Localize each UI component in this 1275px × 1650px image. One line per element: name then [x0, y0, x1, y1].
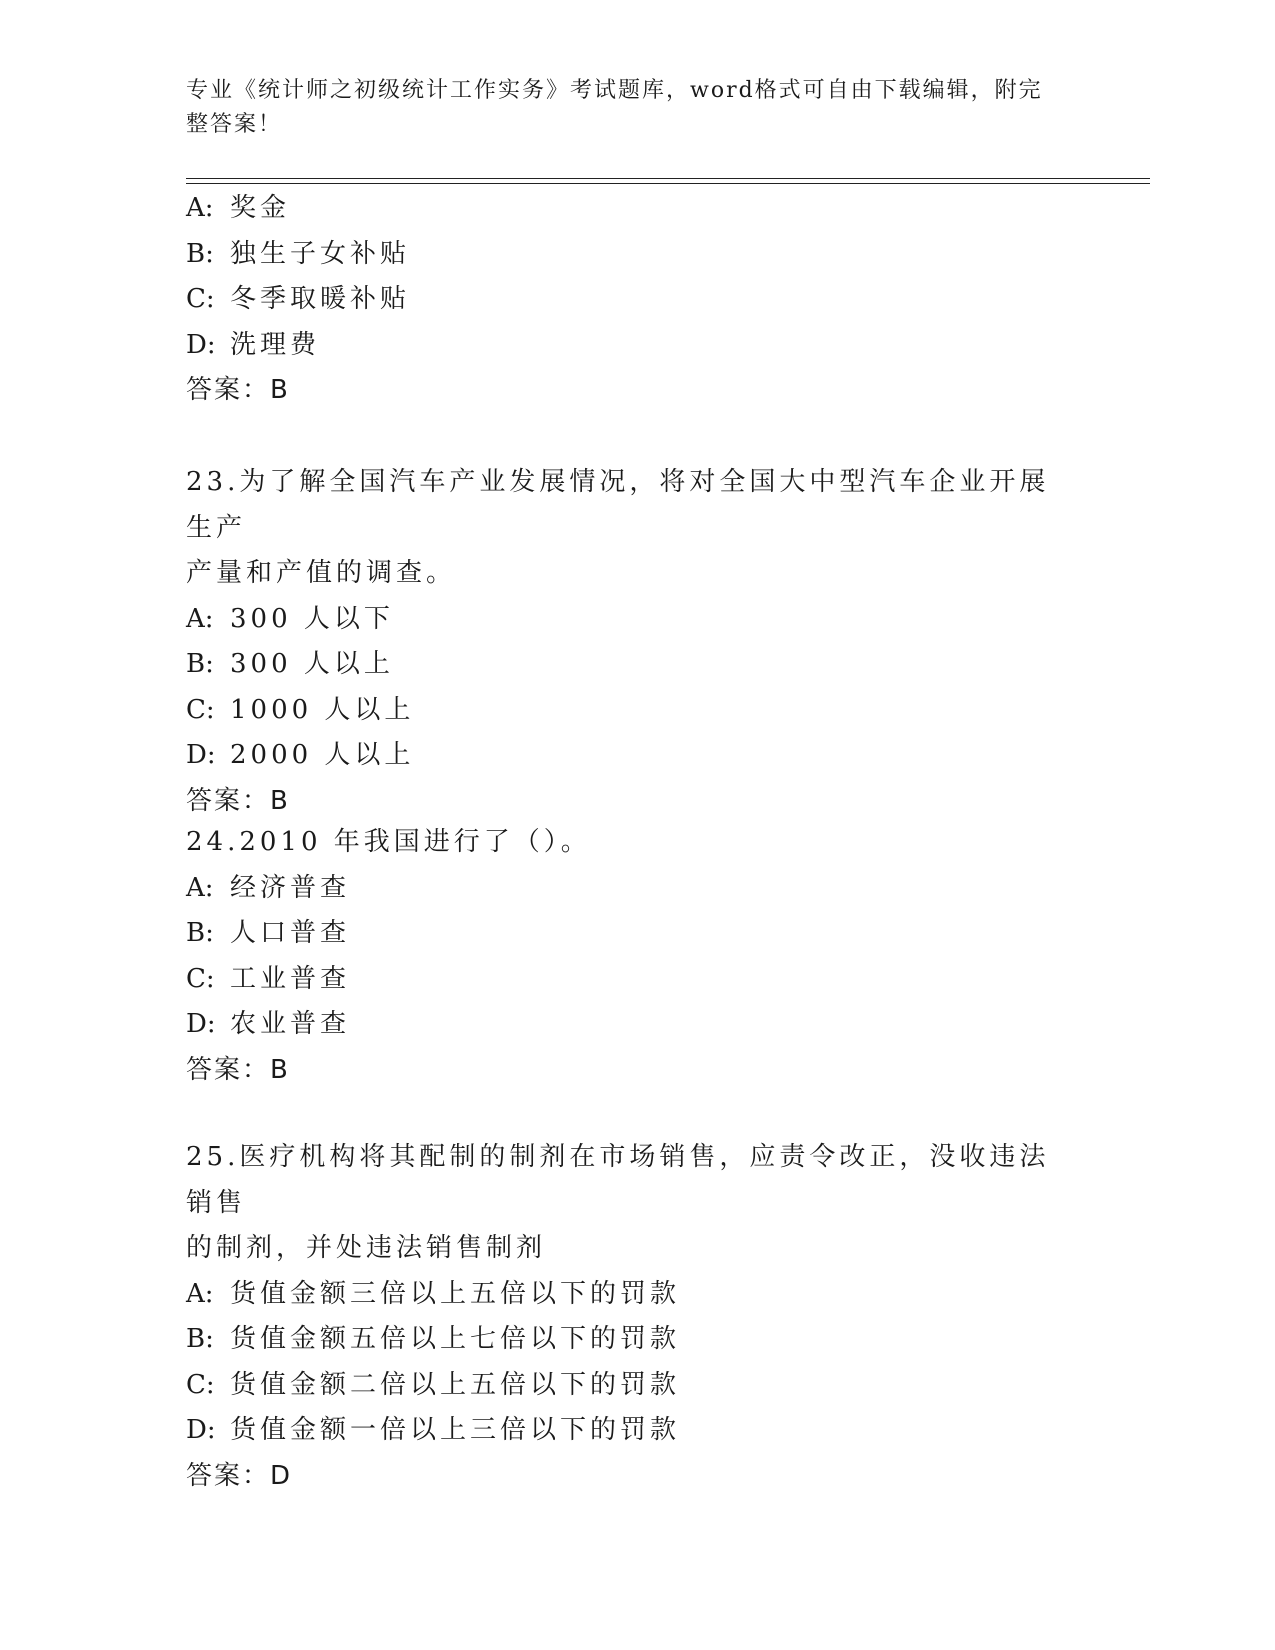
- option-c: [186, 688, 1086, 734]
- option-text: 1000 人以上: [230, 694, 415, 725]
- option-d: [186, 1002, 1086, 1048]
- option-letter: D:: [186, 1009, 216, 1039]
- option-c: [186, 277, 1086, 323]
- option-d: [186, 733, 1086, 779]
- answer-label: 答案：B: [186, 1054, 290, 1085]
- header-divider-bottom: [186, 183, 1150, 184]
- answer-label: 答案：B: [186, 375, 290, 405]
- question-stem-line-1: 24.2010 年我国进行了（）。: [186, 827, 591, 857]
- option-d: [186, 323, 1086, 369]
- option-a: [186, 1272, 1086, 1318]
- option-c: [186, 957, 1086, 1003]
- question-stem: [186, 1135, 1066, 1272]
- option-text: 货值金额五倍以上七倍以下的罚款: [230, 1324, 681, 1354]
- option-text: 人口普查: [230, 918, 351, 948]
- question-23: [186, 460, 1086, 824]
- option-letter: A:: [186, 872, 214, 903]
- header-line-2: 整答案！: [186, 112, 283, 137]
- option-letter: D:: [186, 329, 216, 360]
- question-stem-line-1: 25.医疗机构将其配制的制剂在市场销售，应责令改正，没收违法销售: [186, 1142, 1050, 1218]
- option-text: 农业普查: [230, 1009, 351, 1039]
- question-22: [186, 186, 1086, 414]
- option-letter: C:: [186, 284, 215, 314]
- option-text: 货值金额二倍以上五倍以下的罚款: [230, 1369, 681, 1400]
- header-line-1: 专业《统计师之初级统计工作实务》考试题库，word格式可自由下载编辑，附完: [186, 78, 1043, 103]
- question-stem: [186, 460, 1066, 597]
- option-letter: C:: [186, 963, 215, 994]
- option-letter: B:: [186, 649, 214, 679]
- option-a: [186, 597, 1086, 643]
- question-24: [186, 820, 1086, 1093]
- option-d: [186, 1408, 1086, 1454]
- option-c: [186, 1363, 1086, 1409]
- option-text: 货值金额三倍以上五倍以下的罚款: [230, 1278, 681, 1309]
- option-text: 货值金额一倍以上三倍以下的罚款: [230, 1415, 681, 1445]
- header-divider-top: [186, 178, 1150, 179]
- option-b: [186, 1317, 1086, 1363]
- option-text: 工业普查: [230, 963, 351, 994]
- option-text: 洗理费: [230, 329, 321, 360]
- option-letter: A:: [186, 193, 214, 223]
- option-letter: B:: [186, 238, 214, 269]
- answer-label: 答案：D: [186, 1460, 293, 1491]
- option-letter: C:: [186, 694, 215, 725]
- option-letter: A:: [186, 1278, 214, 1309]
- answer-label: 答案：B: [186, 785, 290, 816]
- option-letter: A:: [186, 603, 214, 634]
- option-letter: D:: [186, 1415, 216, 1445]
- option-text: 2000 人以上: [230, 740, 415, 770]
- option-b: [186, 232, 1086, 278]
- question-stem-line-2: 产量和产值的调查。: [186, 558, 457, 588]
- option-letter: B:: [186, 1324, 214, 1354]
- question-stem: [186, 820, 1066, 866]
- option-a: [186, 866, 1086, 912]
- question-stem-line-1: 23.为了解全国汽车产业发展情况，将对全国大中型汽车企业开展生产: [186, 467, 1050, 543]
- option-letter: D:: [186, 740, 216, 770]
- document-header: [186, 74, 1066, 142]
- question-stem-line-2: 的制剂，并处违法销售制剂: [186, 1233, 547, 1263]
- option-text: 奖金: [230, 193, 291, 223]
- option-letter: C:: [186, 1369, 215, 1400]
- option-text: 300 人以下: [230, 603, 394, 634]
- option-b: [186, 911, 1086, 957]
- option-text: 300 人以上: [230, 649, 394, 679]
- option-text: 独生子女补贴: [230, 238, 411, 269]
- option-text: 经济普查: [230, 872, 351, 903]
- option-letter: B:: [186, 918, 214, 948]
- option-a: [186, 186, 1086, 232]
- option-text: 冬季取暖补贴: [230, 284, 411, 314]
- question-25: [186, 1135, 1086, 1499]
- option-b: [186, 642, 1086, 688]
